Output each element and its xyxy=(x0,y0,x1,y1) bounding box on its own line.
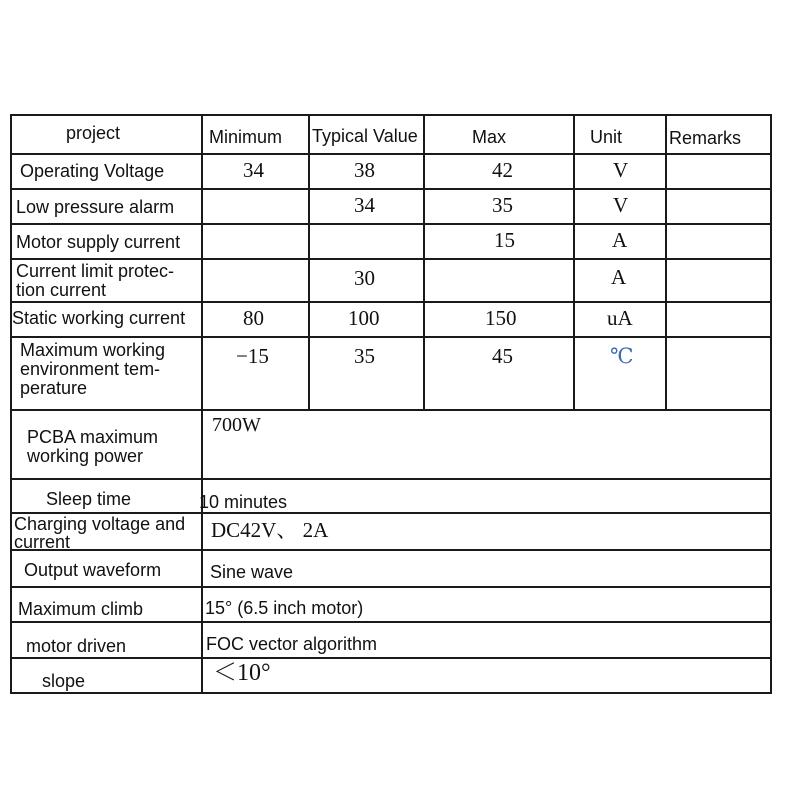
row-max: 150 xyxy=(485,306,517,330)
row-project: Low pressure alarm xyxy=(16,197,175,217)
spec-value: Sine wave xyxy=(210,562,294,582)
spec-value: DC42V、 2A xyxy=(211,518,329,542)
table-rule xyxy=(10,114,772,116)
table-rule xyxy=(10,336,772,338)
spec-label xyxy=(14,515,185,551)
table-rule xyxy=(10,188,772,190)
spec-label: motor driven xyxy=(26,636,127,656)
row-typ: 38 xyxy=(354,158,375,182)
header-unit: Unit xyxy=(590,127,623,147)
spec-label-line: current xyxy=(14,532,71,552)
table-rule xyxy=(10,114,12,694)
spec-value: ＜10° xyxy=(213,660,271,686)
row-project: Static working current xyxy=(12,308,186,328)
row-project: Motor supply current xyxy=(16,232,181,252)
spec-label-line: PCBA maximum xyxy=(27,427,159,447)
table-rule xyxy=(10,153,772,155)
row-typ: 100 xyxy=(348,306,380,330)
row-project: Operating Voltage xyxy=(20,161,165,181)
row-max: 45 xyxy=(492,344,513,368)
table-rule xyxy=(10,478,772,480)
spec-label: Output waveform xyxy=(24,560,162,580)
table-rule xyxy=(308,114,310,411)
row-project-line: tion current xyxy=(16,280,107,300)
spec-label: Sleep time xyxy=(46,489,132,509)
row-min: −15 xyxy=(236,344,269,368)
table-rule xyxy=(10,258,772,260)
row-min: 34 xyxy=(243,158,264,182)
row-unit: A xyxy=(611,265,627,289)
row-typ: 34 xyxy=(354,193,375,217)
spec-label xyxy=(27,428,158,466)
header-max: Max xyxy=(472,127,507,147)
table-rule xyxy=(423,114,425,411)
table-rule xyxy=(10,223,772,225)
row-max: 42 xyxy=(492,158,513,182)
header-remarks: Remarks xyxy=(669,128,742,148)
header-project: project xyxy=(66,123,121,143)
table-rule xyxy=(770,114,772,694)
table-rule xyxy=(573,114,575,411)
header-typical: Typical Value xyxy=(312,126,418,146)
table-rule xyxy=(10,621,772,623)
spec-value: 15° (6.5 inch motor) xyxy=(205,598,364,618)
table-rule xyxy=(10,301,772,303)
row-unit: ℃ xyxy=(610,344,634,368)
row-project-line: Current limit protec- xyxy=(16,261,175,281)
table-rule xyxy=(10,409,772,411)
row-unit: V xyxy=(613,158,629,182)
row-min: 80 xyxy=(243,306,264,330)
row-typ: 30 xyxy=(354,266,375,290)
spec-label-line: working power xyxy=(27,446,144,466)
spec-value: 700W xyxy=(212,414,261,436)
row-max: 35 xyxy=(492,193,513,217)
row-max: 15 xyxy=(494,228,515,252)
spec-label: slope xyxy=(42,671,86,691)
row-project xyxy=(16,262,174,300)
row-unit: V xyxy=(613,193,629,217)
row-unit: A xyxy=(612,228,628,252)
spec-value: 10 minutes xyxy=(199,492,288,512)
table-rule xyxy=(201,114,203,694)
spec-label: Maximum climb xyxy=(18,599,144,619)
row-typ: 35 xyxy=(354,344,375,368)
row-project xyxy=(20,341,165,398)
header-minimum: Minimum xyxy=(209,127,283,147)
table-rule xyxy=(665,114,667,411)
spec-label-line: Charging voltage and xyxy=(14,514,186,534)
spec-value: FOC vector algorithm xyxy=(206,634,378,654)
table-rule xyxy=(10,657,772,659)
table-rule xyxy=(10,586,772,588)
table-rule xyxy=(10,692,772,694)
row-unit: uA xyxy=(607,306,633,330)
row-project-line: environment tem- xyxy=(20,359,161,379)
row-project-line: Maximum working xyxy=(20,340,166,360)
row-project-line: perature xyxy=(20,378,88,398)
